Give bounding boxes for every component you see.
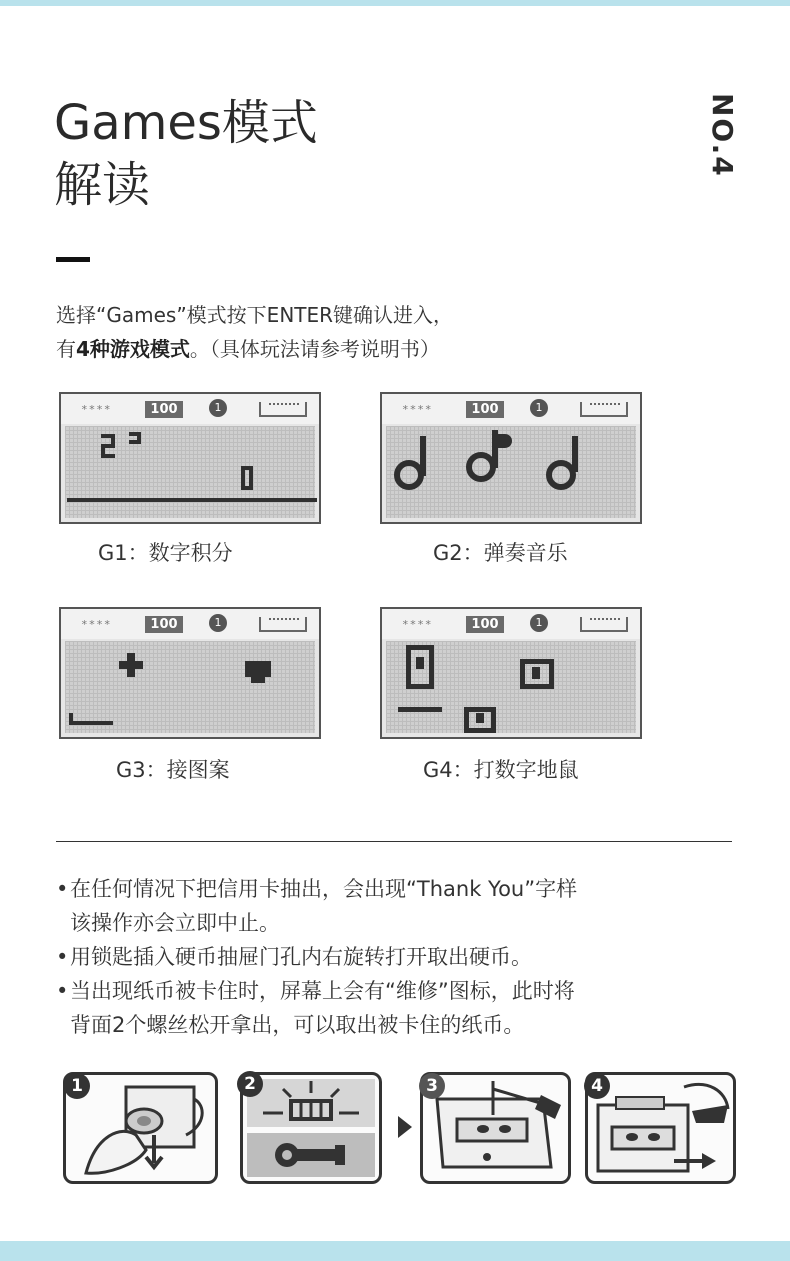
intro-bold: 4种游戏模式	[76, 337, 190, 361]
meter-icon	[580, 617, 628, 632]
score-box: 100	[466, 401, 504, 418]
step-number: 4	[584, 1073, 610, 1099]
caption-g3: G3：接图案	[116, 758, 230, 782]
meter-icon	[580, 402, 628, 417]
step-3-panel	[420, 1072, 571, 1184]
game-screen-g4	[380, 607, 642, 739]
score-box: 100	[466, 616, 504, 633]
note-line: 该操作亦会立即中止。	[70, 911, 280, 935]
game-screen-g1	[59, 392, 321, 524]
intro-prefix: 有	[56, 337, 76, 361]
badge-icon: 1	[530, 399, 548, 417]
badge-icon: 1	[530, 614, 548, 632]
list-item	[56, 974, 746, 1042]
title-line-2: 解读	[54, 157, 151, 213]
intro-text	[56, 298, 453, 366]
game-field	[65, 426, 315, 518]
meter-icon	[259, 402, 307, 417]
badge-icon: 1	[209, 399, 227, 417]
screen-status-bar	[61, 394, 319, 424]
stars-indicator: ****	[402, 403, 433, 416]
bullet: •	[56, 945, 69, 969]
list-item	[56, 940, 746, 974]
screwdriver-panel-icon	[423, 1075, 568, 1181]
note-line: 背面2个螺丝松开拿出，可以取出被卡住的纸币。	[70, 1013, 525, 1037]
badge-icon: 1	[209, 614, 227, 632]
note-line: 在任何情况下把信用卡抽出，会出现“Thank You”字样	[70, 877, 578, 901]
page-title	[54, 92, 318, 216]
note-line: 用锁匙插入硬币抽屉门孔内右旋转打开取出硬币。	[70, 945, 532, 969]
step-4-panel	[585, 1072, 736, 1184]
game-screen-g2	[380, 392, 642, 524]
game-screen-g3	[59, 607, 321, 739]
score-box: 100	[145, 616, 183, 633]
game-field	[65, 641, 315, 733]
screen-status-bar	[382, 394, 640, 424]
repair-wrench-icon	[243, 1075, 379, 1181]
arrow-right-icon	[398, 1116, 412, 1138]
score-box: 100	[145, 401, 183, 418]
caption-g2: G2：弹奏音乐	[433, 541, 568, 565]
note-line: 当出现纸币被卡住时，屏幕上会有“维修”图标，此时将	[70, 979, 575, 1003]
bullet: •	[56, 979, 69, 1003]
game-field	[386, 641, 636, 733]
title-line-1: Games模式	[54, 95, 318, 151]
title-underline	[56, 257, 90, 262]
meter-icon	[259, 617, 307, 632]
game-field	[386, 426, 636, 518]
bill-removal-icon	[588, 1075, 733, 1181]
bullet: •	[56, 877, 69, 901]
caption-g1: G1：数字积分	[98, 541, 233, 565]
intro-suffix: 。（具体玩法请参考说明书）	[189, 337, 440, 361]
caption-g4: G4：打数字地鼠	[423, 758, 579, 782]
stars-indicator: ****	[81, 618, 112, 631]
step-1-panel	[63, 1072, 218, 1184]
step-2-panel	[240, 1072, 382, 1184]
screen-status-bar	[61, 609, 319, 639]
screen-status-bar	[382, 609, 640, 639]
step-number: 2	[237, 1071, 263, 1097]
section-number-tag: NO.4	[706, 93, 739, 178]
stars-indicator: ****	[81, 403, 112, 416]
step-number: 1	[64, 1073, 90, 1099]
top-accent-bar	[0, 0, 790, 6]
notes-list	[56, 872, 746, 1042]
step-number: 3	[419, 1073, 445, 1099]
bottom-accent-bar	[0, 1241, 790, 1261]
intro-line-2	[56, 332, 453, 366]
section-divider	[56, 841, 732, 842]
stars-indicator: ****	[402, 618, 433, 631]
intro-line-1: 选择“Games”模式按下ENTER键确认进入，	[56, 303, 454, 327]
list-item	[56, 872, 746, 940]
